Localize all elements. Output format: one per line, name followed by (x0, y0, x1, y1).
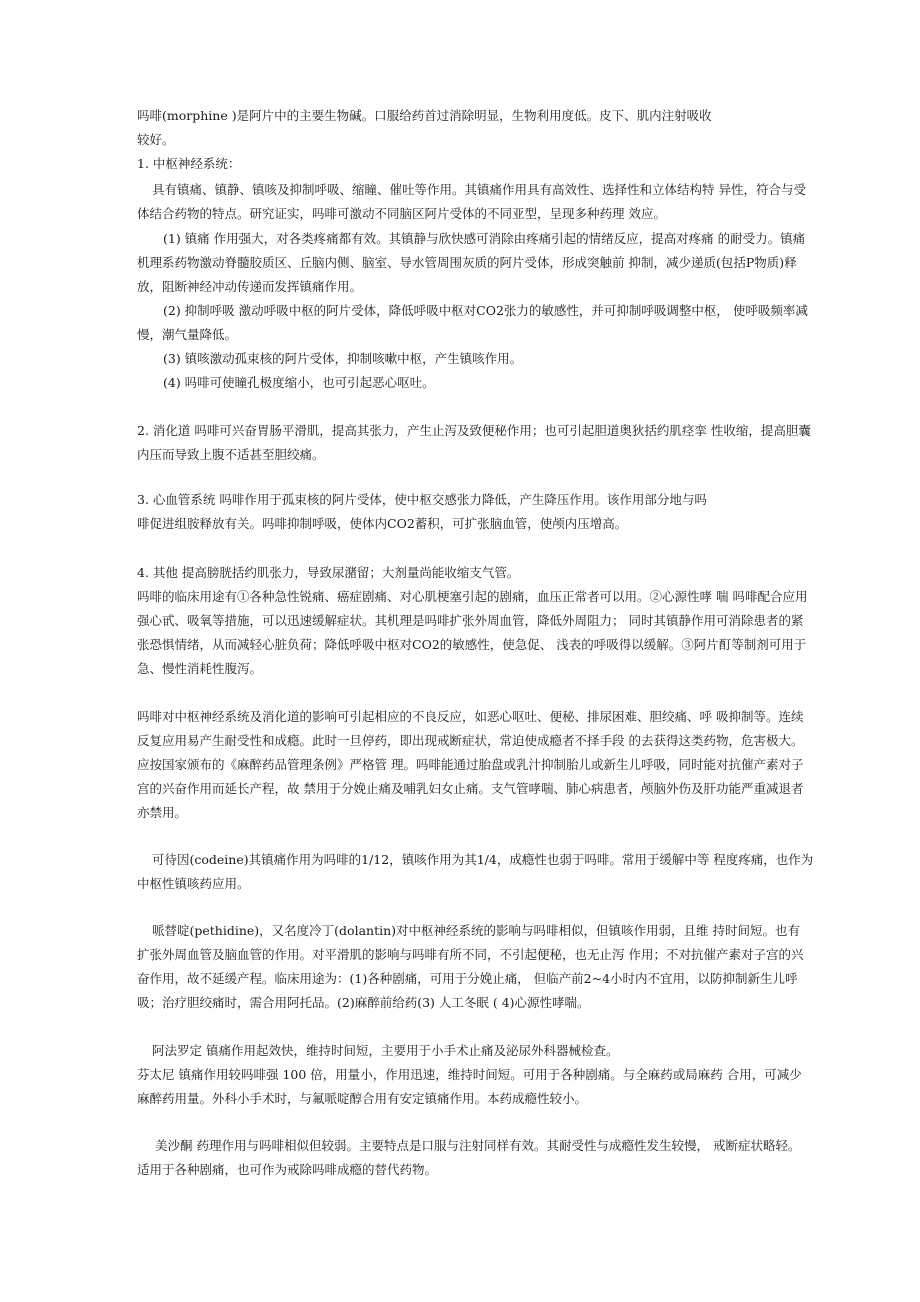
adverse-effects-line: 亦禁用。 (137, 805, 188, 820)
miosis-item-line: (4) 吗啡可使瞳孔极度缩小，也可引起恶心呕吐。 (163, 375, 435, 390)
clinical-use-line: 吗啡的临床用途有①各种急性锐痛、癌症剧痛、对心肌梗塞引起的剧痛，血压正常者可以用。②心源性哮 喘 吗啡配合应用 (137, 589, 808, 604)
methadone-paragraph-line: 美沙酮 药理作用与吗啡相似但较弱。主要特点是口服与注射同样有效。其耐受性与成瘾性发生较慢， 戒断症状略轻。 (155, 1138, 801, 1153)
adverse-effects-line: 应按国家颁布的《麻醉药品管理条例》严格管 理。吗啡能通过胎盘或乳汁抑制胎儿或新生儿呼吸，同时能对抗催产素对子 (137, 757, 804, 772)
codeine-paragraph-line: 可待因(codeine)其镇痛作用为吗啡的1/12，镇咳作用为其1/4，成瘾性也弱于吗啡。常用于缓解中等 程度疼痛，也作为 (152, 852, 814, 867)
section-other-line: 4. 其他 提高膀胱括约肌张力，导致尿潴留；大剂量尚能收缩支气管。 (137, 565, 520, 580)
analgesia-item-line: 机理系药物激动脊髓胶质区、丘脑内侧、脑室、导水管周围灰质的阿片受体，形成突触前 抑制，减少递质(包括P物质)释 (137, 255, 797, 270)
respiration-item-line: 慢，潮气量降低。 (137, 327, 238, 342)
methadone-paragraph-line: 适用于各种剧痛，也可作为戒除吗啡成瘾的替代药物。 (137, 1162, 438, 1177)
section-cardiovascular-line: 3. 心血管系统 吗啡作用于孤束核的阿片受体，使中枢交感张力降低，产生降压作用。该作用部分地与吗 (137, 492, 707, 507)
morphine-intro-line: 较好。 (137, 132, 175, 147)
clinical-use-line: 强心甙、吸氧等措施，可以迅速缓解症状。其机理是吗啡扩张外周血管，降低外周阻力； 同时其镇静作用可消除患者的紧 (137, 613, 804, 628)
cns-paragraph-line: 体结合药物的特点。研究证实，吗啡可激动不同脑区阿片受体的不同亚型，呈现多种药理 效应。 (137, 206, 666, 221)
respiration-item-line: (2) 抑制呼吸 激动呼吸中枢的阿片受体，降低呼吸中枢对CO2张力的敏感性，并可抑制呼吸调整中枢， 使呼吸频率减 (163, 303, 808, 318)
section-digestive-line: 内压而导致上腹不适甚至胆绞痛。 (137, 447, 325, 462)
fentanyl-paragraph-line: 芬太尼 镇痛作用较吗啡强 100 倍，用量小，作用迅速，维持时间短。可用于各种剧痛。与全麻药或局麻药 合用，可减少 (137, 1067, 802, 1082)
clinical-use-line: 急、慢性消耗性腹泻。 (137, 661, 263, 676)
adverse-effects-line: 反复应用易产生耐受性和成瘾。此时一旦停药，即出现戒断症状，常迫使成瘾者不择手段 的去获得这类药物，危害极大。 (137, 733, 804, 748)
pethidine-paragraph-line: 哌替啶(pethidine)，又名度冷丁(dolantin)对中枢神经系统的影响与吗啡相似，但镇咳作用弱，且维 持时间短。也有 (152, 923, 800, 938)
antitussive-item-line: (3) 镇咳激动孤束核的阿片受体，抑制咳嗽中枢，产生镇咳作用。 (163, 351, 523, 366)
section-cardiovascular-line: 啡促进组胺释放有关。吗啡抑制呼吸，使体内CO2蓄积，可扩张脑血管，使颅内压增高。 (137, 516, 628, 531)
codeine-paragraph-line: 中枢性镇咳药应用。 (137, 876, 250, 891)
analgesia-item-line: (1) 镇痛 作用强大，对各类疼痛都有效。其镇静与欣快感可消除由疼痛引起的情绪反应，提高对疼痛 的耐受力。镇痛 (163, 231, 806, 246)
pethidine-paragraph-line: 奋作用，故不延缓产程。临床用途为：(1)各种剧痛，可用于分娩止痛， 但临产前2~4小时内不宜用，以防抑制新生儿呼 (137, 971, 798, 986)
clinical-use-line: 张恐惧情绪，从而减轻心脏负荷；降低呼吸中枢对CO2的敏感性，使急促、 浅表的呼吸得以缓解。③阿片酊等制剂可用于 (137, 637, 807, 652)
fentanyl-paragraph-line: 麻醉药用量。外科小手术时，与氟哌啶醇合用有安定镇痛作用。本药成瘾性较小。 (137, 1091, 588, 1106)
cns-paragraph-line: 具有镇痛、镇静、镇咳及抑制呼吸、缩瞳、催吐等作用。其镇痛作用具有高效性、选择性和立体结构特 异性，符合与受 (152, 182, 806, 197)
alphaprodine-paragraph-line: 阿法罗定 镇痛作用起效快，维持时间短，主要用于小手术止痛及泌尿外科器械检查。 (152, 1043, 619, 1058)
section-heading-cns: 1. 中枢神经系统： (137, 156, 241, 171)
analgesia-item-line: 放，阻断神经冲动传递而发挥镇痛作用。 (137, 279, 363, 294)
pethidine-paragraph-line: 吸；治疗胆绞痛时，需合用阿托品。(2)麻醉前给药(3) 人工冬眠 ( 4)心源性哮喘。 (137, 995, 590, 1010)
adverse-effects-line: 吗啡对中枢神经系统及消化道的影响可引起相应的不良反应，如恶心呕吐、便秘、排尿困难、胆绞痛、呼 吸抑制等。连续 (137, 709, 804, 724)
morphine-intro-line: 吗啡(morphine )是阿片中的主要生物碱。口服给药首过消除明显，生物利用度低。皮下、肌内注射吸收 (137, 108, 712, 123)
section-digestive-line: 2. 消化道 吗啡可兴奋胃肠平滑肌，提高其张力，产生止泻及致便秘作用；也可引起胆道奥狄括约肌痉挛 性收缩，提高胆囊 (137, 423, 811, 438)
pethidine-paragraph-line: 扩张外周血管及脑血管的作用。对平滑肌的影响与吗啡有所不同，不引起便秘，也无止泻 作用；不对抗催产素对子宫的兴 (137, 947, 804, 962)
adverse-effects-line: 宫的兴奋作用而延长产程，故 禁用于分娩止痛及哺乳妇女止痛。支气管哮喘、肺心病患者，颅脑外伤及肝功能严重减退者 (137, 781, 804, 796)
